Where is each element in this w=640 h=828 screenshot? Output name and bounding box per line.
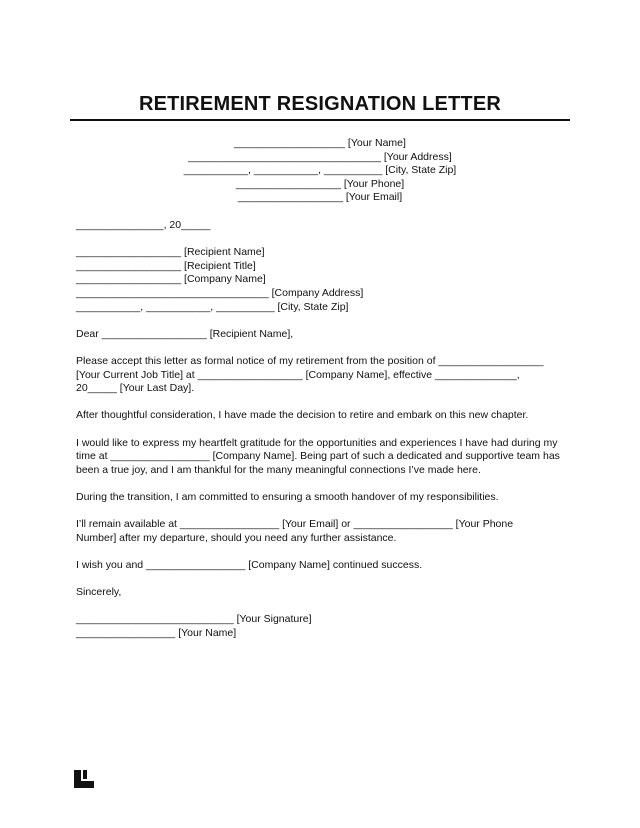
paragraph-3-line-2: time at _________________ [Company Name]. Being part of such a dedicated and supportive team has bbox=[76, 450, 560, 463]
paragraph-3-line-3: been a true joy, and I am thankful for the many meaningful connections I’ve made here. bbox=[76, 463, 481, 476]
letter-body bbox=[76, 219, 576, 640]
signature-name-line: _________________ [Your Name] bbox=[76, 626, 237, 639]
recipient-name-line: __________________ [Recipient Name] bbox=[76, 246, 265, 259]
paragraph-4-line-1: During the transition, I am committed to ensuring a smooth handover of my responsibilities. bbox=[76, 490, 499, 503]
sender-name-line: ___________________ [Your Name] bbox=[234, 137, 406, 149]
paragraph-6-line-1: I wish you and _________________ [Company Name] continued success. bbox=[76, 558, 423, 571]
sender-block bbox=[0, 137, 640, 205]
signature-line: ___________________________ [Your Signature] bbox=[76, 613, 312, 626]
paragraph-1-line-2: [Your Current Job Title] at __________________ [Company Name], effective ______________, bbox=[76, 368, 520, 381]
lawdistrict-logo-icon bbox=[74, 770, 96, 788]
paragraph-3-line-1: I would like to express my heartfelt gratitude for the opportunities and experiences I have had during my bbox=[76, 436, 558, 449]
sender-city-line: ___________, ___________, __________ [City, State Zip] bbox=[183, 164, 457, 177]
paragraph-1-line-1: Please accept this letter as formal notice of my retirement from the position of __________________ bbox=[76, 354, 544, 367]
recipient-address-line: _________________________________ [Company Address] bbox=[76, 286, 364, 299]
sender-phone-line: __________________ [Your Phone] bbox=[235, 177, 405, 190]
salutation: Dear __________________ [Recipient Name], bbox=[76, 327, 294, 340]
date-line: _______________, 20_____ bbox=[76, 219, 211, 231]
title-rule bbox=[70, 119, 570, 121]
recipient-company-line: __________________ [Company Name] bbox=[76, 273, 266, 286]
document-title: RETIREMENT RESIGNATION LETTER bbox=[138, 93, 502, 115]
sender-address-line: _________________________________ [Your Address] bbox=[188, 150, 452, 163]
paragraph-5-line-1: I’ll remain available at _________________ [Your Email] or _________________ [Your Phone bbox=[76, 518, 514, 531]
closing: Sincerely, bbox=[76, 586, 122, 599]
recipient-city-line: ___________, ___________, __________ [City, State Zip] bbox=[76, 300, 349, 313]
paragraph-5-line-2: Number] after my departure, should you need any further assistance. bbox=[76, 531, 397, 544]
paragraph-2-line-1: After thoughtful consideration, I have made the decision to retire and embark on this new chapter. bbox=[76, 409, 529, 422]
paragraph-1-line-3: 20_____ [Your Last Day]. bbox=[76, 382, 195, 395]
sender-email-line: __________________ [Your Email] bbox=[237, 191, 403, 204]
recipient-title-line: __________________ [Recipient Title] bbox=[76, 259, 256, 272]
